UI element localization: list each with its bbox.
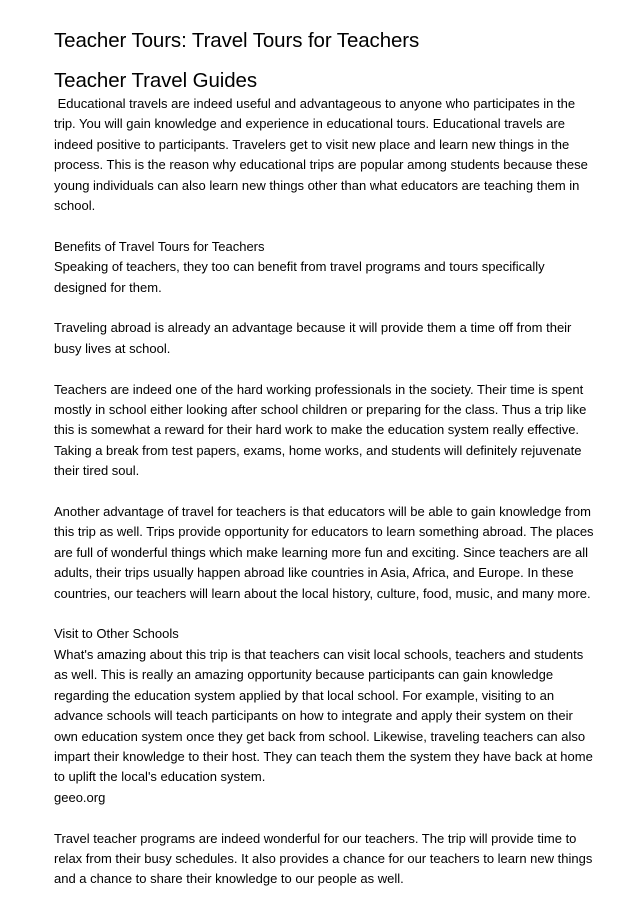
benefits-paragraph-4: Another advantage of travel for teachers is that educators will be able to gain knowledge from this trip as well. Trips provide opportunity for educators to learn something abroad. The places are full of wonderful things which make learning more fun and exciting. Since teachers are all adults, their trips usually happen abroad like countries in Asia, Africa, and Europe. In these countries, our teachers will learn about the local history, culture, food, music, and many more. [54,504,598,601]
intro-paragraph: Educational travels are indeed useful and advantageous to anyone who participates in the trip. You will gain knowledge and experience in educational tours. Educational travels are indeed positive to participants. Travelers get to visit new place and learn new things in the process. This is the reason why educational trips are popular among students because these young individuals can also learn new things other than what educators are teaching them in school. [54,96,592,214]
benefits-paragraph-2: Traveling abroad is already an advantage because it will provide them a time off from their busy lives at school. [54,320,576,356]
document-page [54,28,598,890]
paragraph-gap [54,216,594,236]
schools-paragraph: What's amazing about this trip is that teachers can visit local schools, teachers and students as well. This is really an amazing opportunity because participants can gain knowledge regarding the education system applied by that local school. For example, visiting to an advance schools will teach participants on how to integrate and apply their system on their own education system once they get back from school. Likewise, traveling teachers can also impart their knowledge to their host. They can teach them the system they have back at home to uplift the local's education system. [54,646,597,785]
benefits-paragraph-1: Speaking of teachers, they too can benefit from travel programs and tours specifically designed for them. [54,259,549,295]
benefits-heading: Benefits of Travel Tours for Teachers [54,238,265,254]
document-title: Teacher Tours: Travel Tours for Teachers [54,29,420,52]
benefits-paragraph-3: Teachers are indeed one of the hard working professionals in the society. Their time is spent mostly in school either looking after school children or preparing for the class. Thus a trip like this is somewhat a reward for their hard work to make the education system really effective. Taking a break from test papers, exams, home works, and students will definitely rejuvenate their tired soul. [54,381,590,479]
source-credit: geeo.org [54,789,106,805]
section-title: Teacher Travel Guides [54,69,258,92]
schools-heading: Visit to Other Schools [54,626,179,642]
paragraph-gap [54,298,594,318]
paragraph-gap [54,359,594,379]
closing-paragraph: Travel teacher programs are indeed wonderful for our teachers. The trip will provide time to relax from their busy schedules. It also provides a chance for our teachers to learn new things and a chance to share their knowledge to our people as well. [54,830,596,887]
paragraph-gap [54,604,594,624]
paragraph-gap [54,482,594,502]
paragraph-gap [54,808,594,828]
